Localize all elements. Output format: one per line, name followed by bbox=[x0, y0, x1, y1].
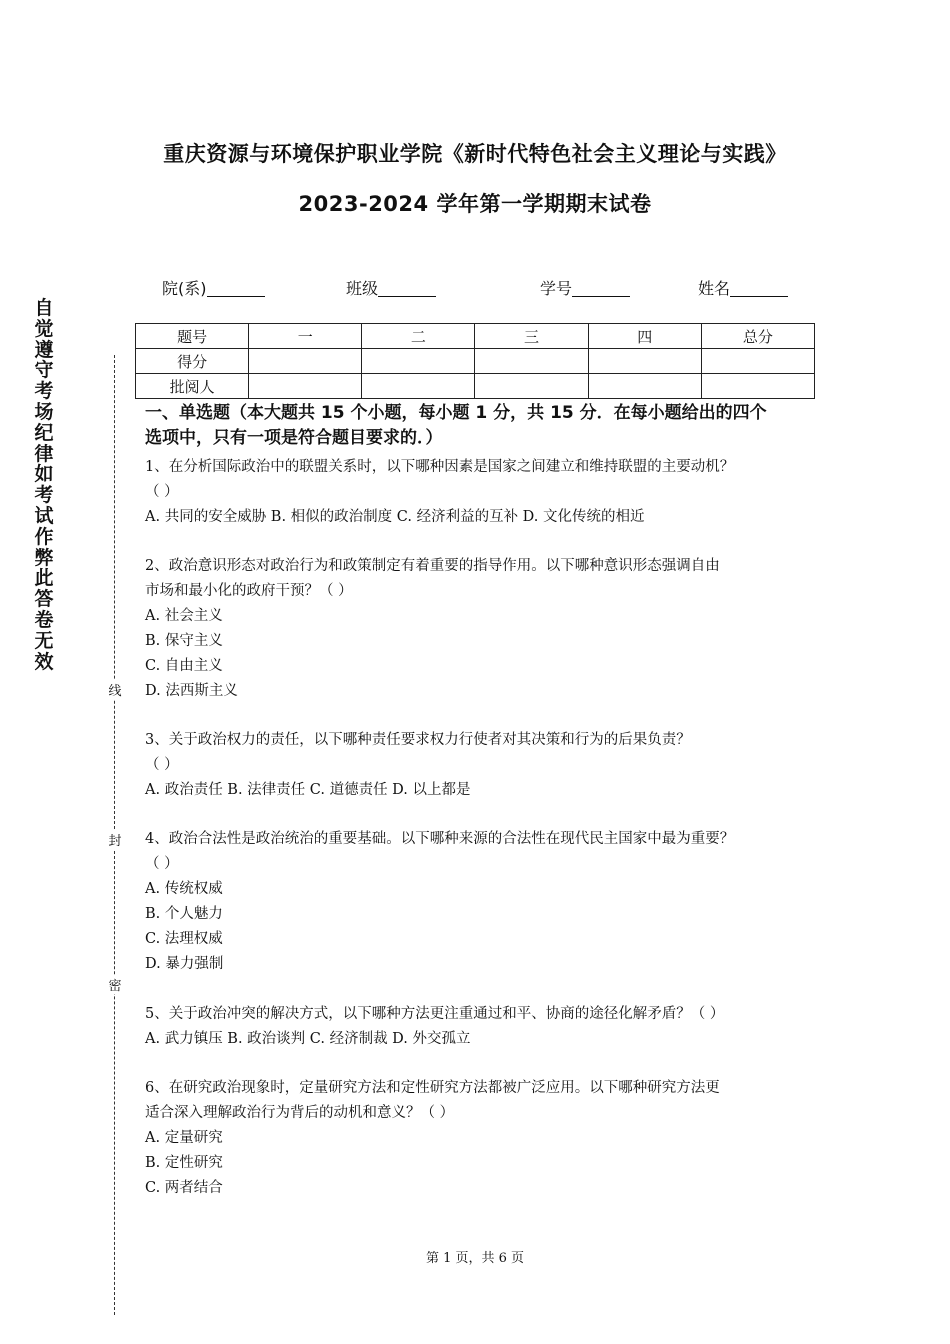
q6-option-a: A. 定量研究 bbox=[145, 1130, 223, 1146]
q6-stem-cont: 适合深入理解政治行为背后的动机和意义？（ ） bbox=[145, 1105, 455, 1121]
score-cell bbox=[249, 349, 362, 374]
score-cell bbox=[701, 349, 814, 374]
q5-options: A. 武力镇压 B. 政治谈判 C. 经济制裁 D. 外交孤立 bbox=[145, 1031, 471, 1047]
student-id-blank bbox=[572, 280, 630, 297]
q1-answer-paren: （ ） bbox=[145, 484, 179, 500]
class-field bbox=[346, 276, 436, 299]
binding-label-seal: 封 bbox=[106, 830, 124, 849]
q2-stem: 2、政治意识形态对政治行为和政策制定有着重要的指导作用。以下哪种意识形态强调自由 bbox=[145, 558, 720, 574]
q3-stem: 3、关于政治权力的责任，以下哪种责任要求权力行使者对其决策和行为的后果负责？ bbox=[145, 732, 691, 748]
exam-title-line2: 2023-2024 学年第一学期期末试卷 bbox=[298, 192, 652, 216]
class-label: 班级 bbox=[346, 279, 379, 298]
score-row-label: 得分 bbox=[136, 349, 249, 374]
exam-title-line1: 重庆资源与环境保护职业学院《新时代特色社会主义理论与实践》 bbox=[163, 142, 787, 166]
q2-option-d: D. 法西斯主义 bbox=[145, 683, 238, 699]
reviewer-cell bbox=[701, 374, 814, 399]
header-part-1: 一 bbox=[249, 324, 362, 349]
q4-option-d: D. 暴力强制 bbox=[145, 956, 224, 972]
q2-option-b: B. 保守主义 bbox=[145, 633, 223, 649]
student-id-field bbox=[540, 276, 630, 299]
q3-answer-paren: （ ） bbox=[145, 757, 179, 773]
score-cell bbox=[588, 349, 701, 374]
reviewer-row-label: 批阅人 bbox=[136, 374, 249, 399]
q4-answer-paren: （ ） bbox=[145, 856, 179, 872]
section-heading bbox=[145, 401, 820, 451]
name-label: 姓名 bbox=[698, 279, 731, 298]
reviewer-cell bbox=[362, 374, 475, 399]
student-id-label: 学号 bbox=[540, 279, 573, 298]
q2-option-a: A. 社会主义 bbox=[145, 608, 223, 624]
header-part-3: 三 bbox=[475, 324, 588, 349]
score-row bbox=[136, 349, 815, 374]
header-question-no: 题号 bbox=[136, 324, 249, 349]
q2-option-c: C. 自由主义 bbox=[145, 658, 223, 674]
score-table-header-row bbox=[136, 324, 815, 349]
q1-options: A. 共同的安全威胁 B. 相似的政治制度 C. 经济利益的互补 D. 文化传统的相近 bbox=[145, 509, 645, 525]
q6-option-c: C. 两者结合 bbox=[145, 1180, 223, 1196]
header-part-2: 二 bbox=[362, 324, 475, 349]
score-cell bbox=[475, 349, 588, 374]
name-field bbox=[698, 276, 788, 299]
score-table bbox=[135, 323, 815, 399]
department-label: 院(系) bbox=[162, 279, 207, 298]
page-number: 第 1 页，共 6 页 bbox=[425, 1251, 525, 1266]
q1-stem: 1、在分析国际政治中的联盟关系时，以下哪种因素是国家之间建立和维持联盟的主要动机？ bbox=[145, 459, 735, 475]
q5-stem: 5、关于政治冲突的解决方式，以下哪种方法更注重通过和平、协商的途径化解矛盾？（ ） bbox=[145, 1006, 725, 1022]
header-part-4: 四 bbox=[588, 324, 701, 349]
department-field bbox=[162, 276, 265, 299]
q4-option-b: B. 个人魅力 bbox=[145, 906, 223, 922]
reviewer-cell bbox=[588, 374, 701, 399]
reviewer-cell bbox=[249, 374, 362, 399]
score-cell bbox=[362, 349, 475, 374]
section-heading-line1: 一、单选题（本大题共 15 个小题，每小题 1 分，共 15 分．在每小题给出的四个 bbox=[145, 403, 767, 423]
reviewer-row bbox=[136, 374, 815, 399]
q2-stem-cont: 市场和最小化的政府干预？（ ） bbox=[145, 583, 353, 599]
section-heading-line2: 选项中，只有一项是符合题目要求的．） bbox=[145, 428, 443, 448]
q6-option-b: B. 定性研究 bbox=[145, 1155, 223, 1171]
q4-option-c: C. 法理权威 bbox=[145, 931, 223, 947]
q3-options: A. 政治责任 B. 法律责任 C. 道德责任 D. 以上都是 bbox=[145, 782, 471, 798]
q4-stem: 4、政治合法性是政治统治的重要基础。以下哪种来源的合法性在现代民主国家中最为重要？ bbox=[145, 831, 735, 847]
q4-option-a: A. 传统权威 bbox=[145, 881, 223, 897]
binding-label-closed: 密 bbox=[106, 975, 124, 994]
header-total: 总分 bbox=[701, 324, 814, 349]
exam-discipline-notice: 自觉遵守考场纪律如考试作弊此答卷无效 bbox=[34, 297, 54, 673]
reviewer-cell bbox=[475, 374, 588, 399]
q6-stem: 6、在研究政治现象时，定量研究方法和定性研究方法都被广泛应用。以下哪种研究方法更 bbox=[145, 1080, 720, 1096]
class-blank bbox=[378, 280, 436, 297]
name-blank bbox=[730, 280, 788, 297]
department-blank bbox=[207, 280, 265, 297]
binding-label-line: 线 bbox=[106, 680, 124, 699]
